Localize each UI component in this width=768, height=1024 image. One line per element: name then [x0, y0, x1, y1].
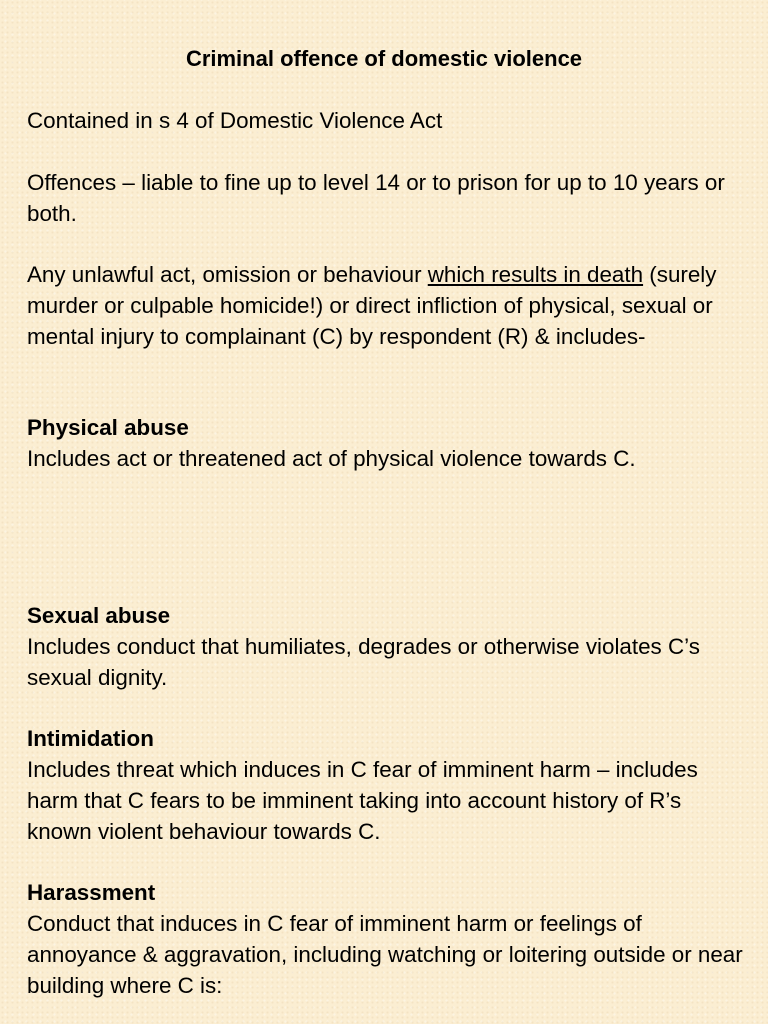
- contained-in-paragraph: Contained in s 4 of Domestic Violence Act: [27, 108, 443, 133]
- physical-abuse-section: [27, 412, 747, 474]
- results-in-death-underlined: which results in death: [427, 262, 644, 287]
- harassment-heading: Harassment: [27, 880, 156, 905]
- physical-abuse-text: Includes act or threatened act of physical violence towards C.: [27, 446, 636, 471]
- intimidation-heading: Intimidation: [27, 726, 154, 751]
- harassment-text: Conduct that induces in C fear of imminent harm or feelings of annoyance & aggravation, including watching or loitering outside or near building where C is:: [27, 911, 743, 998]
- intimidation-text: Includes threat which induces in C fear of imminent harm – includes harm that C fears to be imminent taking into account history of R’s known violent behaviour towards C.: [27, 757, 698, 844]
- offences-paragraph: Offences – liable to fine up to level 14 or to prison for up to 10 years or both.: [27, 170, 725, 226]
- unlawful-act-paragraph: [27, 259, 747, 352]
- sexual-abuse-section: [27, 600, 747, 693]
- unlawful-text-start: Any unlawful act, omission or behaviour: [27, 262, 428, 287]
- sexual-abuse-text: Includes conduct that humiliates, degrades or otherwise violates C’s sexual dignity.: [27, 634, 700, 690]
- intimidation-section: [27, 723, 747, 847]
- sexual-abuse-heading: Sexual abuse: [27, 603, 171, 628]
- slide-title: Criminal offence of domestic violence: [185, 46, 583, 71]
- physical-abuse-heading: Physical abuse: [27, 415, 189, 440]
- harassment-section: [27, 877, 747, 1001]
- unlawful-text-end: (surely murder or culpable homicide!) or direct infliction of physical, sexual or mental injury to complainant (C) by respondent (R) & includes-: [27, 262, 717, 349]
